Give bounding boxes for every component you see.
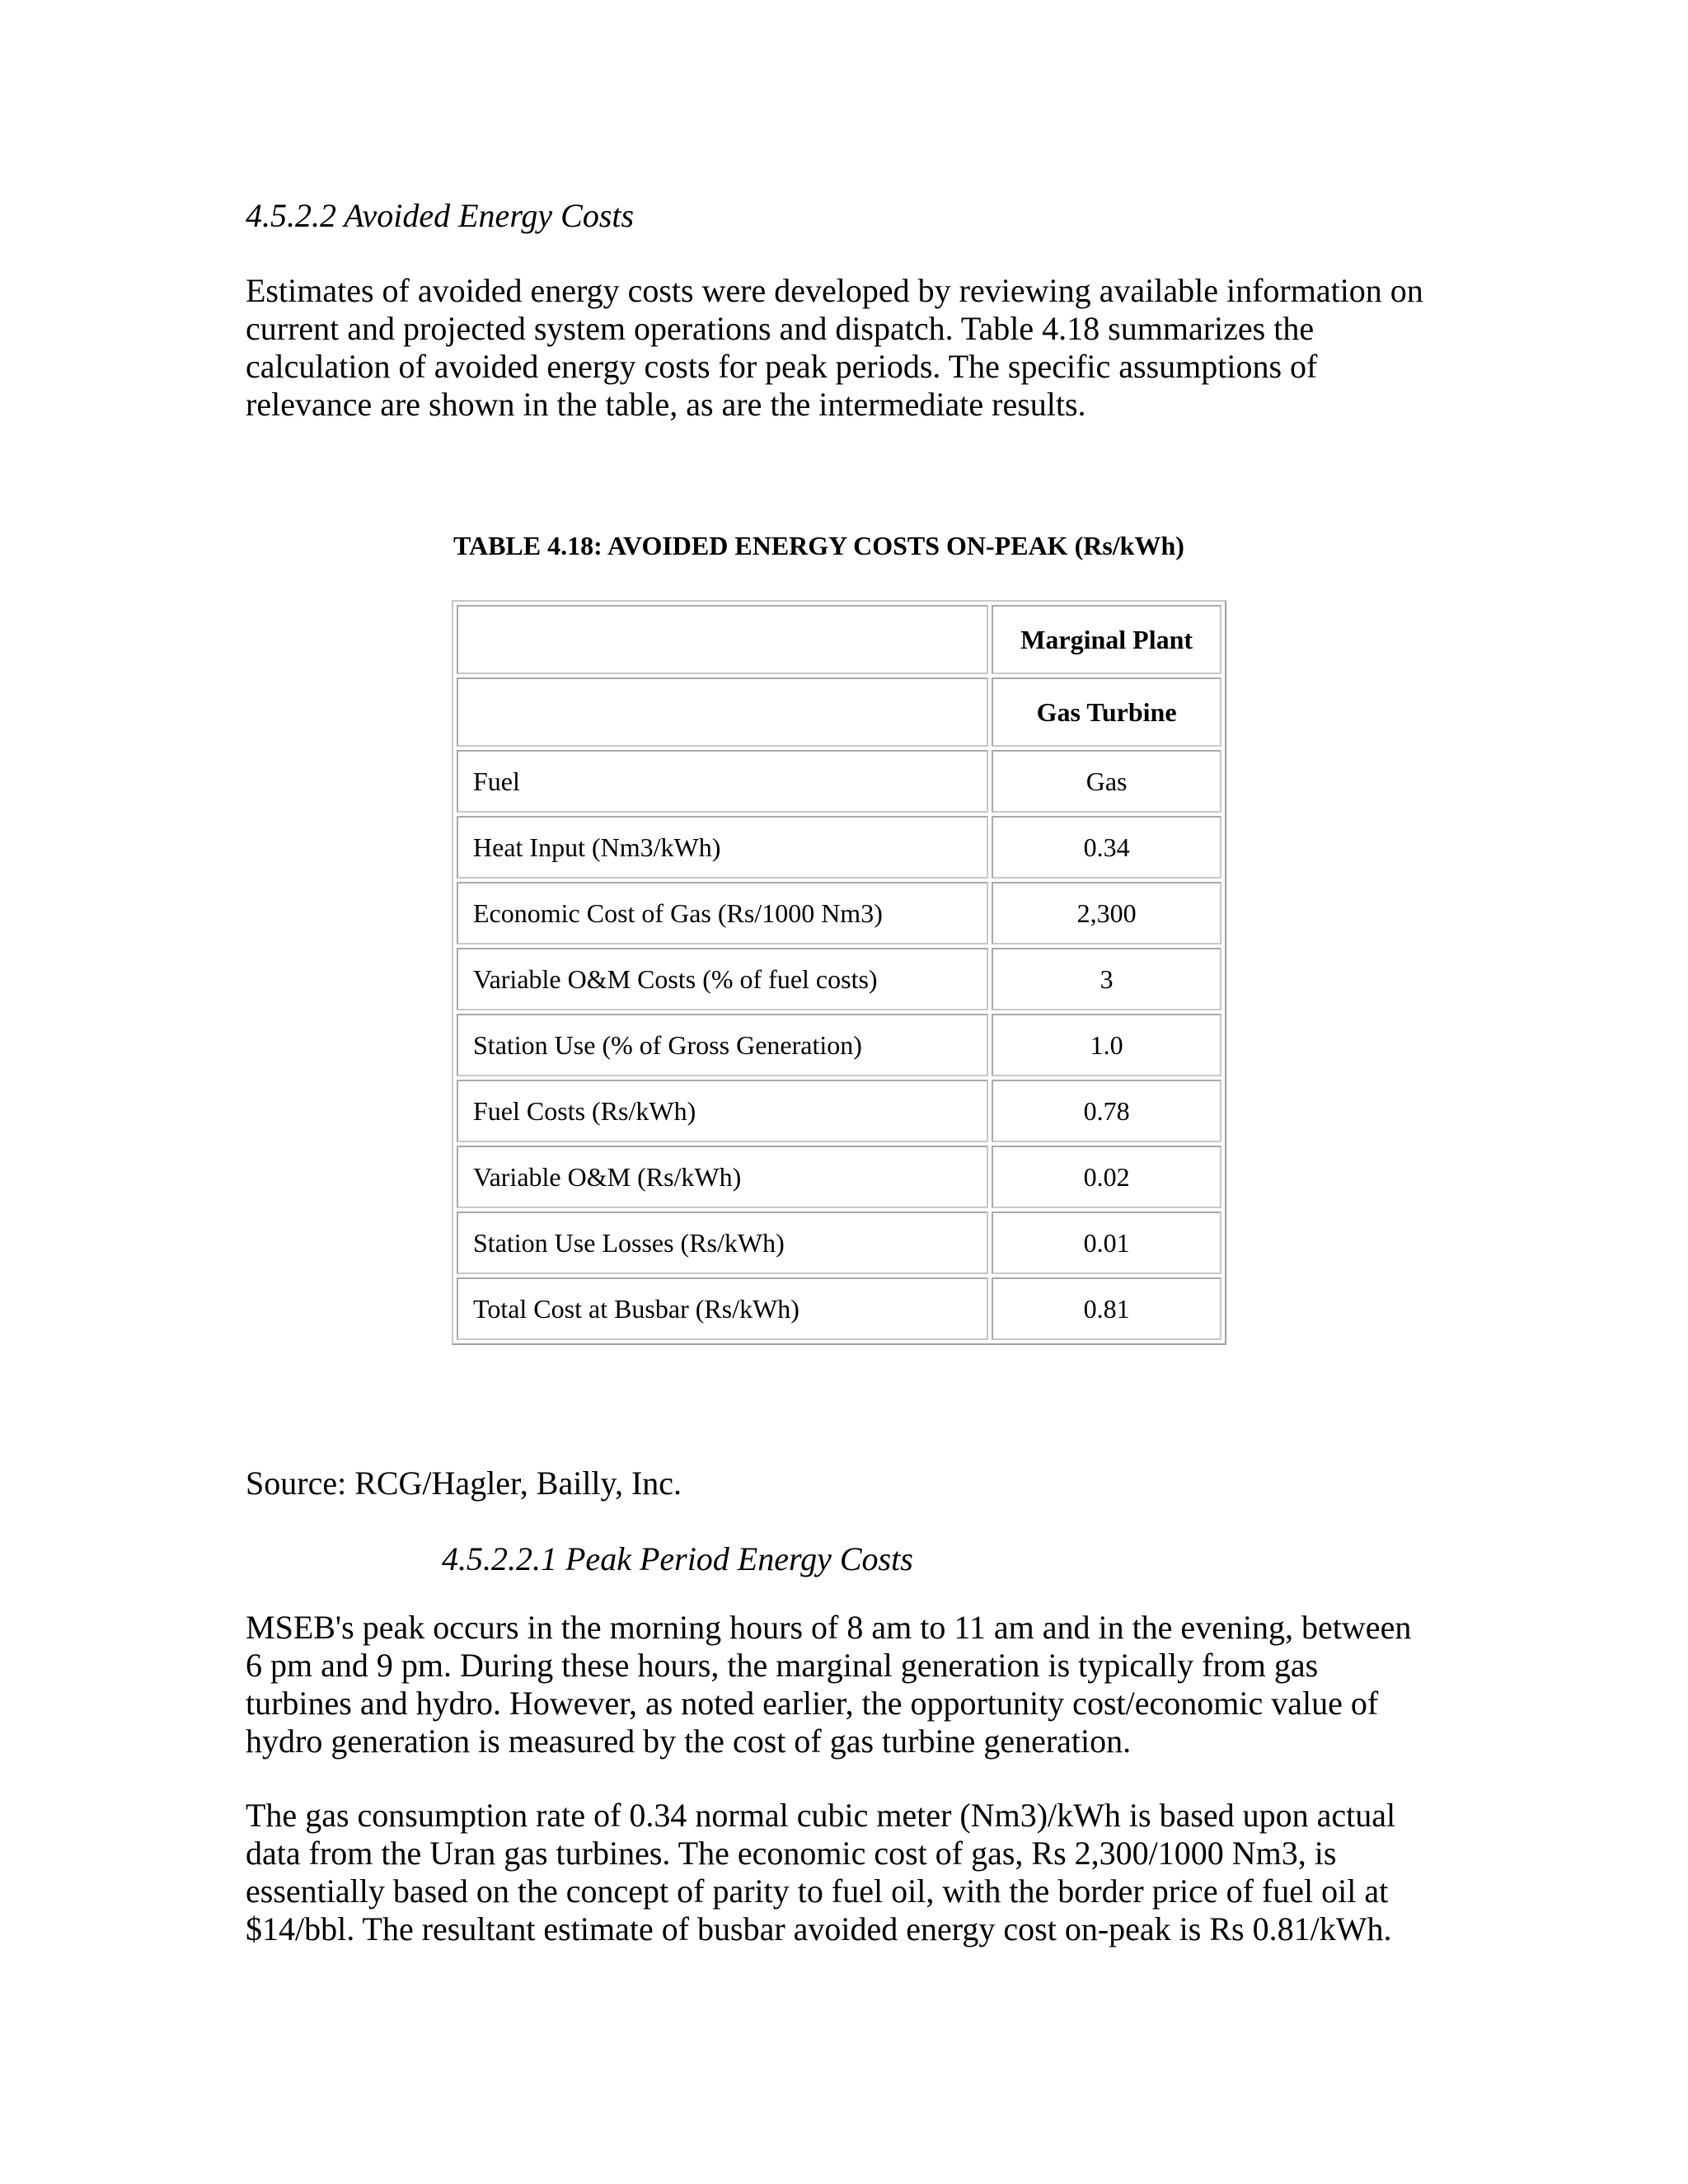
subsection-heading: 4.5.2.2.1 Peak Period Energy Costs bbox=[442, 1540, 913, 1577]
row-label: Variable O&M (Rs/kWh) bbox=[457, 1146, 988, 1208]
table-row bbox=[457, 750, 1221, 813]
row-value: 3 bbox=[992, 948, 1221, 1010]
row-value: 0.34 bbox=[992, 816, 1221, 879]
row-label: Fuel Costs (Rs/kWh) bbox=[457, 1080, 988, 1142]
row-label: Heat Input (Nm3/kWh) bbox=[457, 816, 988, 879]
row-value: 0.02 bbox=[992, 1146, 1221, 1208]
table-row bbox=[457, 1080, 1221, 1142]
table-row bbox=[457, 1277, 1221, 1340]
row-label: Total Cost at Busbar (Rs/kWh) bbox=[457, 1277, 988, 1340]
row-label: Variable O&M Costs (% of fuel costs) bbox=[457, 948, 988, 1010]
gas-line: data from the Uran gas turbines. The economic cost of gas, Rs 2,300/1000 Nm3, is bbox=[246, 1835, 1337, 1872]
gas-line: essentially based on the concept of parity to fuel oil, with the border price of fuel oil at bbox=[246, 1872, 1389, 1910]
peak-paragraph bbox=[246, 1609, 1457, 1760]
avoided-energy-costs-table bbox=[452, 600, 1226, 1345]
row-value: Gas bbox=[992, 750, 1221, 813]
table-row bbox=[457, 1014, 1221, 1076]
intro-line: current and projected system operations and dispatch. Table 4.18 summarizes the bbox=[246, 310, 1315, 347]
intro-line: Estimates of avoided energy costs were developed by reviewing available information on bbox=[246, 272, 1423, 309]
intro-line: calculation of avoided energy costs for peak periods. The specific assumptions of bbox=[246, 348, 1318, 385]
peak-line: hydro generation is measured by the cost of gas turbine generation. bbox=[246, 1722, 1132, 1760]
row-label: Economic Cost of Gas (Rs/1000 Nm3) bbox=[457, 882, 988, 944]
header-marginal-plant: Marginal Plant bbox=[992, 605, 1221, 674]
table-title: TABLE 4.18: AVOIDED ENERGY COSTS ON-PEAK (Rs/kWh) bbox=[453, 531, 1184, 560]
table-row bbox=[457, 882, 1221, 944]
row-value: 0.81 bbox=[992, 1277, 1221, 1340]
table-row bbox=[457, 1212, 1221, 1274]
peak-line: MSEB's peak occurs in the morning hours of 8 am to 11 am and in the evening, between bbox=[246, 1609, 1412, 1646]
table-row bbox=[457, 948, 1221, 1010]
row-value: 2,300 bbox=[992, 882, 1221, 944]
gas-line: $14/bbl. The resultant estimate of busbar avoided energy cost on-peak is Rs 0.81/kWh. bbox=[246, 1910, 1392, 1947]
header-empty-cell bbox=[457, 605, 988, 674]
gas-line: The gas consumption rate of 0.34 normal cubic meter (Nm3)/kWh is based upon actual bbox=[246, 1797, 1396, 1834]
header-empty-cell bbox=[457, 677, 988, 747]
table-row bbox=[457, 816, 1221, 879]
table-source: Source: RCG/Hagler, Bailly, Inc. bbox=[246, 1465, 682, 1502]
table-header-row bbox=[457, 677, 1221, 747]
table-header-row bbox=[457, 605, 1221, 674]
row-value: 0.01 bbox=[992, 1212, 1221, 1274]
row-label: Station Use (% of Gross Generation) bbox=[457, 1014, 988, 1076]
table-row bbox=[457, 1146, 1221, 1208]
intro-line: relevance are shown in the table, as are the intermediate results. bbox=[246, 386, 1086, 423]
row-value: 0.78 bbox=[992, 1080, 1221, 1142]
intro-paragraph bbox=[246, 272, 1457, 424]
peak-line: turbines and hydro. However, as noted earlier, the opportunity cost/economic value of bbox=[246, 1685, 1379, 1722]
row-label: Station Use Losses (Rs/kWh) bbox=[457, 1212, 988, 1274]
peak-line: 6 pm and 9 pm. During these hours, the marginal generation is typically from gas bbox=[246, 1647, 1319, 1684]
section-heading: 4.5.2.2 Avoided Energy Costs bbox=[246, 197, 635, 234]
header-gas-turbine: Gas Turbine bbox=[992, 677, 1221, 747]
row-value: 1.0 bbox=[992, 1014, 1221, 1076]
gas-paragraph bbox=[246, 1797, 1457, 1948]
row-label: Fuel bbox=[457, 750, 988, 813]
